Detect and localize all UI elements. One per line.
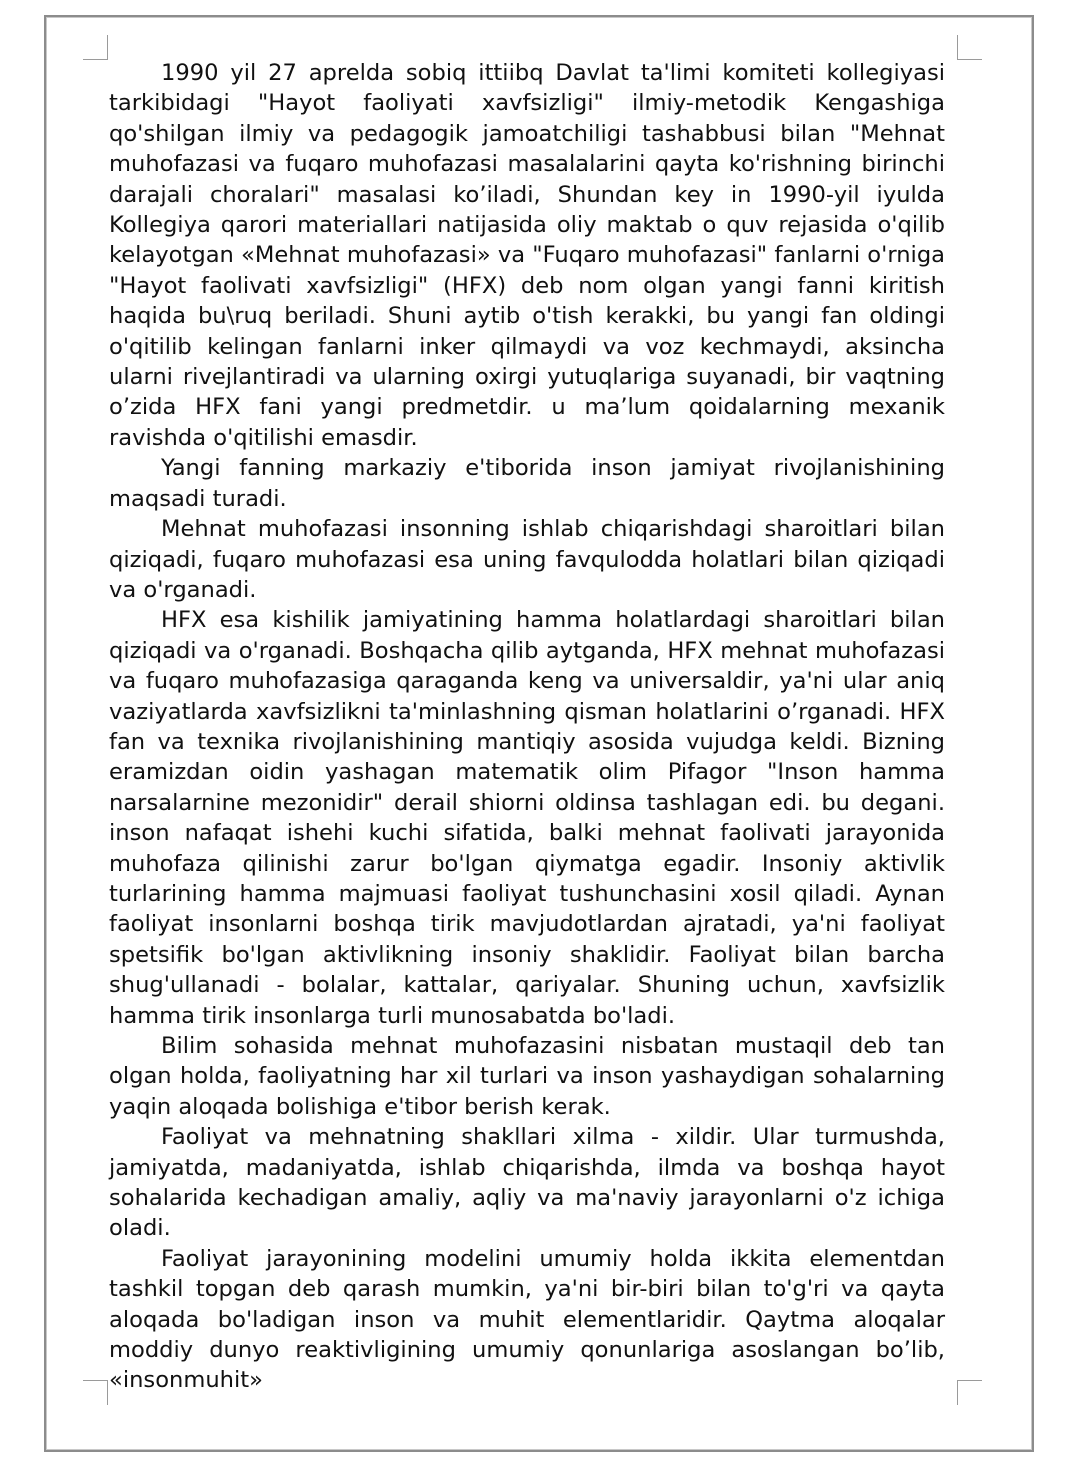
corner-crop-mark <box>83 1380 108 1405</box>
paragraph: HFX esa kishilik jamiyatining hamma holatlardagi sharoitlari bilan qiziqadi va o'rganadi. Boshqacha qilib aytganda, HFX mehnat muhofazasi va fuqaro muhofazasiga qaraganda keng va universaldir, ya'ni ular aniq vaziyatlarda xavfsizlikni ta'minlashning qisman holatlarini o’rganadi. HFX fan va texnika rivojlanishining mantiqiy asosida vujudga keldi. Bizning eramizdan oidin yashagan matematik olim Pifagor "Inson hamma narsalarnine mezonidir" derail shiorni oldinsa tashlagan edi. bu degani. inson nafaqat ishehi kuchi sifatida, balki mehnat faolivati jarayonida muhofaza qilinishi zarur bo'lgan qiymatga egadir. Insoniy aktivlik turlarining hamma majmuasi faoliyat tushunchasini xosil qiladi. Aynan faoliyat insonlarni boshqa tirik mavjudotlardan ajratadi, ya'ni faoliyat spetsifik bo'lgan aktivlikning insoniy shaklidir. Faoliyat bilan barcha shug'ullanadi - bolalar, kattalar, qariyalar. Shuning uchun, xavfsizlik hamma tirik insonlarga turli munosabatda bo'ladi. <box>109 607 945 1029</box>
document-body <box>109 58 945 1396</box>
paragraph: 1990 yil 27 aprelda sobiq ittiibq Davlat ta'limi komiteti kollegiyasi tarkibidagi "Hayot faoliyati xavfsizligi" ilmiy-metodik Kengashiga qo'shilgan ilmiy va pedagogik jamoatchiligi tashabbusi bilan "Mehnat muhofazasi va fuqaro muhofazasi masalalarini qayta ko'rishning birinchi darajali choralari" masalasi ko’iladi, Shundan key in 1990-yil iyulda Kollegiya qarori materiallari natijasida oliy maktab o quv rejasida o'qilib kelayotgan «Mehnat muhofazasi» va "Fuqaro muhofazasi" fanlarni o'rniga "Hayot faolivati xavfsizligi" (HFX) deb nom olgan yangi fanni kiritish haqida bu\ruq beriladi. Shuni aytib o'tish kerakki, bu yangi fan oldingi o'qitilib kelingan fanlarni inker qilmaydi va voz kechmaydi, aksincha ularni rivejlantiradi va ularning oxirgi yutuqlariga suyanadi, bir vaqtning o’zida HFX fani yangi predmetdir. u ma’lum qoidalarning mexanik ravishda o'qitilishi emasdir. <box>109 60 945 451</box>
corner-crop-mark <box>957 35 982 60</box>
paragraph: Faoliyat jarayonining modelini umumiy holda ikkita elementdan tashkil topgan deb qarash mumkin, ya'ni bir-biri bilan to'g'ri va qayta aloqada bo'ladigan inson va muhit elementlaridir. Qaytma aloqalar moddiy dunyo reaktivligining umumiy qonunlariga asoslangan bo’lib, «insonmuhit» <box>109 1245 945 1394</box>
corner-crop-mark <box>957 1380 982 1405</box>
paragraph: Faoliyat va mehnatning shakllari xilma - xildir. Ular turmushda, jamiyatda, madaniyatda, ishlab chiqarishda, ilmda va boshqa hayot sohalarida kechadigan amaliy, aqliy va ma'naviy jarayonlarni o'z ichiga oladi. <box>109 1124 945 1242</box>
corner-crop-mark <box>83 35 108 60</box>
paragraph: Bilim sohasida mehnat muhofazasini nisbatan mustaqil deb tan olgan holda, faoliyatning har xil turlari va inson yashaydigan sohalarning yaqin aloqada bolishiga e'tibor berish kerak. <box>109 1033 945 1120</box>
paragraph: Yangi fanning markaziy e'tiborida inson jamiyat rivojlanishining maqsadi turadi. <box>109 455 945 512</box>
paragraph: Mehnat muhofazasi insonning ishlab chiqarishdagi sharoitlari bilan qiziqadi, fuqaro muhofazasi esa uning favqulodda holatlari bilan qiziqadi va o'rganadi. <box>109 516 945 603</box>
